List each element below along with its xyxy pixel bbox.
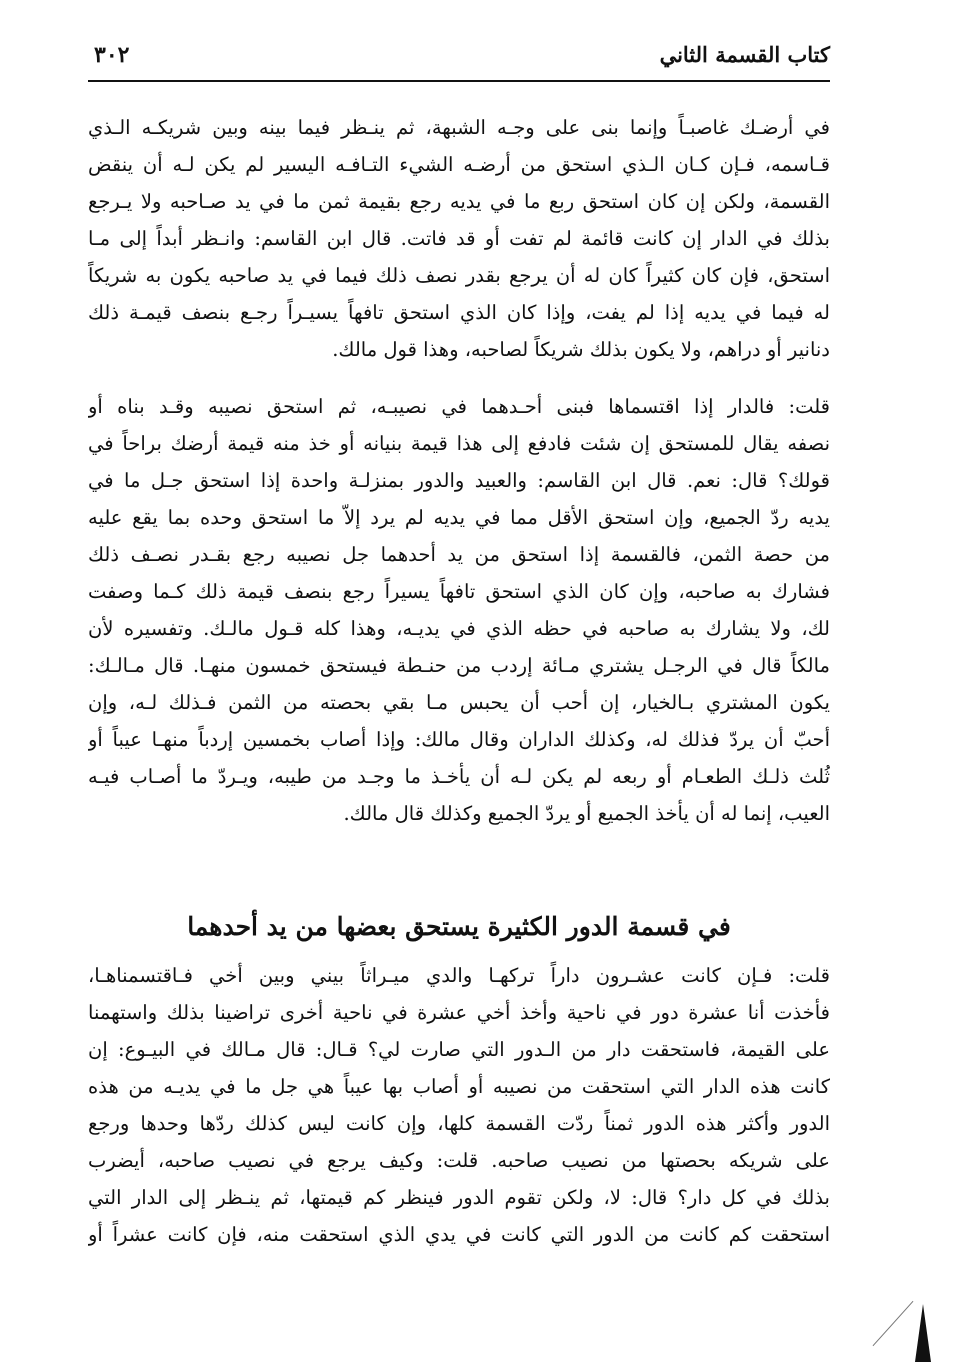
text-line: نصفه يقال للمستحق إن شئت فادفع إلى هذا قيمة بنيانه أو خذ منه قيمة أرضك براحاً في [88, 432, 830, 455]
text-line: ثُلث ذلـك الطعـام أو ربعه لم يكن لـه أن يأخـذ ما وجـد من طيبه، ويـردّ ما أصـاب فيـه [88, 765, 830, 788]
text-line: على القيمة، فاستحقت دار من الـدور التي صارت لي؟ قـال: قال مـالك في البيـوع: إن [88, 1038, 830, 1061]
text-line: مالكاً قال في الرجـل يشتري مـائة إردب من حنـطة فيستحق خمسون منهـا. قال مـالـك: [88, 654, 830, 677]
text-line: قلت: فـإن كانت عشـرون داراً تركهـا والدي ميـراثاً بيني وبين أخي فـاقتسمناهـا، [88, 964, 830, 987]
text-line: لك، ولا يشارك به صاحبه في حظه الذي في يديـه، وهذا كله قـول مالـك. وتفسيره لأن [88, 617, 830, 640]
running-title: كتاب القسمة الثاني [659, 42, 830, 67]
text-line: يكون المشتري بـالخيار، إن أحب أن يحبس مـا بقي بحصته من الثمن فـذلك لـه، وإن [88, 691, 830, 714]
text-line: دنانير أو دراهم، ولا يكون بذلك شريكاً لصاحبه، وهذا قول مالك. [332, 338, 830, 361]
text-line: فأخذت أنا عشرة دور في ناحية وأخذ أخي عشرة في ناحية أخرى تراضينا بذلك واستهمنا [88, 1001, 830, 1024]
text-line: قـاسمه، فـإن كـان الـذي استحق من أرضـه الشيء التـافـه اليسير لم يكن لـه أن ينقض [88, 153, 830, 176]
text-line: القسمة، ولكن إن كان استحق ربع ما في يديه رجع بقيمة ثمن ما في يد صـاحبه ولا يـرجع [88, 190, 830, 213]
text-line: كانت هذه الدار التي استحقت من نصيبه أو أصاب بها عيباً هي جل ما في يديـه من هذه [88, 1075, 830, 1098]
text-line: الدور وأكثر هذه الدور ثمناً ردّت القسمة كلها، وإن كانت ليس كذلك ردّها وحدها ورجع [88, 1112, 830, 1135]
text-line: استحقت كم كانت من الدور التي كانت في يدي الذي استحقت منه، فإن كانت عشراً أو [88, 1223, 830, 1246]
text-line: في أرضـك غاصبـاً وإنما بنى على وجـه الشبهة، ثم ينـظر فيما بينه وبين شريكـه الـذي [88, 116, 830, 139]
text-line: قلت: فالدار إذا اقتسماها فبنى أحـدهما في نصيبـه، ثم استحق نصيبه وقـد بناه أو [88, 395, 830, 418]
text-line: بذلك في الدار إن كانت قائمة لم تفت أو قد فاتت. قال ابن القاسم: وانـظر أبداً إلى مـا [88, 227, 830, 250]
paragraph-1 [88, 110, 830, 370]
text-line: من حصة الثمن، فالقسمة إذا استحق من يد أحدهما جل نصيبه رجع بقـدر نصـف ذلك [88, 543, 830, 566]
text-line: أحبّ أن يردّ فذلك له، وكذلك الداران وقال مالك: وإذا أصاب بخمسين إردباً منهـا عيباً أو [88, 728, 830, 751]
text-line: له فيما في يديه إذا لم يفت، وإذا كان الذي استحق تافهاً يسيـراً رجـع بنصف قيمـة ذلك [88, 301, 830, 324]
scan-scribble [873, 1301, 914, 1346]
text-line: قولك؟ قال: نعم. قال ابن القاسم: والعبيد والدور بمنزلـة واحدة إذا استحق جـل ما في [88, 469, 830, 492]
scan-edge-mark [915, 1304, 931, 1362]
section-heading: في قسمة الدور الكثيرة يستحق بعضها من يد أحدهما [187, 912, 731, 941]
page-number: ٣٠٢ [94, 42, 130, 68]
paragraph-3 [88, 958, 830, 1258]
text-line: يديه ردّ الجميع، وإن استحق الأقل مما في يديه لم يرد إلاّ ما استحق وحده بما يقع عليه [88, 506, 830, 529]
text-line: فشارك به صاحبه، وإن كان الذي استحق تافهاً يسيراً رجع بنصف قيمة ذلك كـما وصفت [88, 580, 830, 603]
text-line: استحق، فإن كان كثيراً كان له أن يرجع بقدر نصف ذلك فيما في يد صاحبه يكون به شريكاً [88, 264, 830, 287]
page-header [88, 38, 830, 84]
text-line: العيب، إنما له أن يأخذ الجميع أو يردّ الجميع وكذلك قال مالك. [343, 802, 830, 825]
paragraph-2 [88, 389, 830, 849]
text-line: بذلك في كل دار؟ قال: لا، ولكن تقوم الدور فينظر كم قيمتها، ثم ينـظر إلى الدار التي [88, 1186, 830, 1209]
text-line: على شريكه بحصتها من نصيب صاحبه. قلت: وكيف يرجع في نصيب صاحبه، أيضرب [88, 1149, 830, 1172]
header-rule [88, 80, 830, 82]
